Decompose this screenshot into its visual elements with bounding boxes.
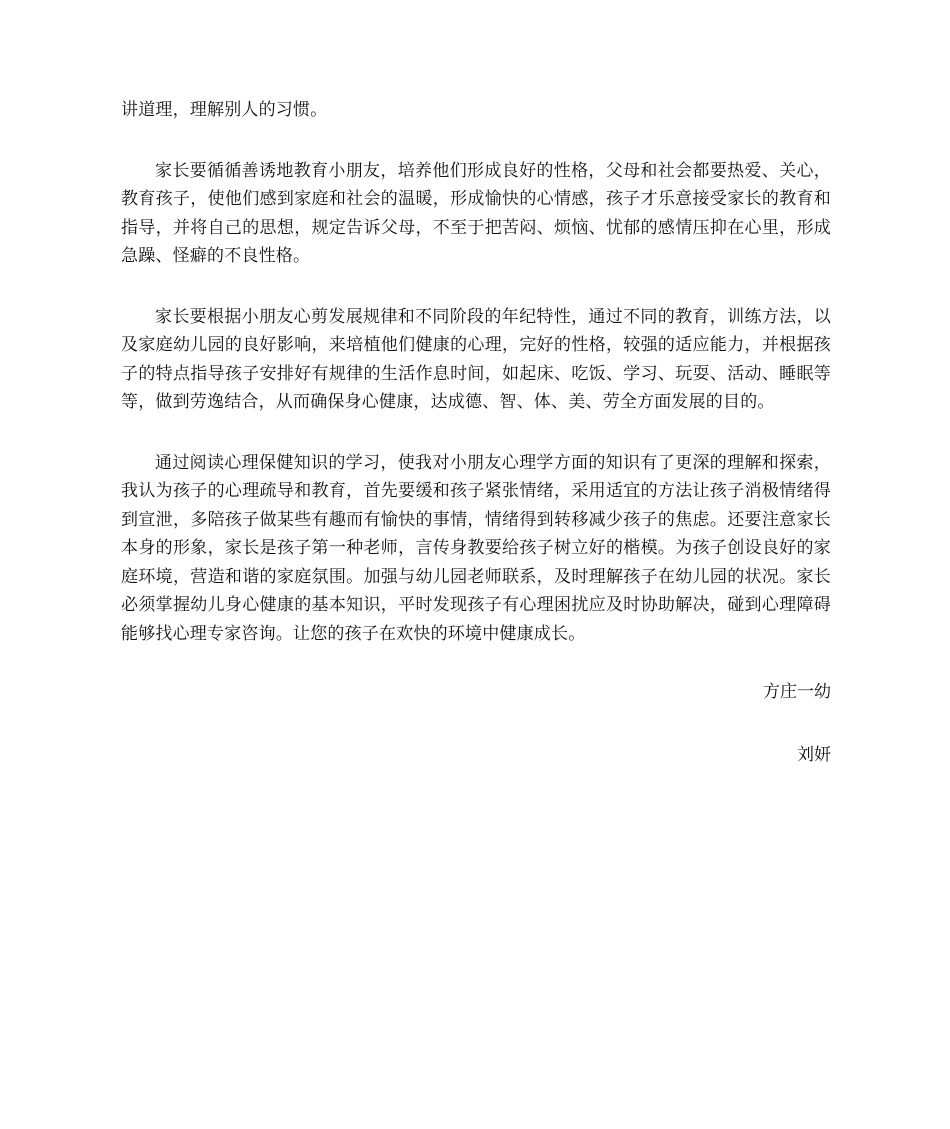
signature-author: 刘妍 xyxy=(797,744,831,765)
paragraph-reflection: 通过阅读心理保健知识的学习，使我对小朋友心理学方面的知识有了更深的理解和探索，我认为孩子的心理疏导和教育，首先要缓和孩子紧张情绪，采用适宜的方法让孩子消极情绪得到宣泄，多陪孩子做某些有趣而有愉快的事情，情绪得到转移减少孩子的焦虑。还要注意家长本身的形象，家长是孩子第一种老师，言传身教要给孩子树立好的楷模。为孩子创设良好的家庭环境，营造和谐的家庭氛围。加强与幼儿园老师联系，及时理解孩子在幼儿园的状况。家长必须掌握幼儿身心健康的基本知识，平时发现孩子有心理困扰应及时协助解决，碰到心理障碍能够找心理专家咨询。让您的孩子在欢快的环境中健康成长。 xyxy=(121,452,831,644)
paragraph-continuation: 讲道理，理解别人的习惯。 xyxy=(121,100,328,120)
paragraph-parent-guidance: 家长要循循善诱地教育小朋友，培养他们形成良好的性格，父母和社会都要热爱、关心，教育孩子，使他们感到家庭和社会的温暖，形成愉快的心情感，孩子才乐意接受家长的教育和指导，并将自己的思想，规定告诉父母，不至于把苦闷、烦恼、忧郁的感情压抑在心里，形成急躁、怪癖的不良性格。 xyxy=(121,160,831,266)
paragraph-development-rules: 家长要根据小朋友心剪发展规律和不同阶段的年纪特性，通过不同的教育，训练方法，以及家庭幼儿园的良好影响，来培植他们健康的心理，完好的性格，较强的适应能力，并根据孩子的特点指导孩子安排好有规律的生活作息时间，如起床、吃饭、学习、玩耍、活动、睡眠等等，做到劳逸结合，从而确保身心健康，达成德、智、体、美、劳全方面发展的目的。 xyxy=(121,306,831,412)
signature-school: 方庄一幼 xyxy=(763,682,831,702)
document-body xyxy=(121,96,831,769)
